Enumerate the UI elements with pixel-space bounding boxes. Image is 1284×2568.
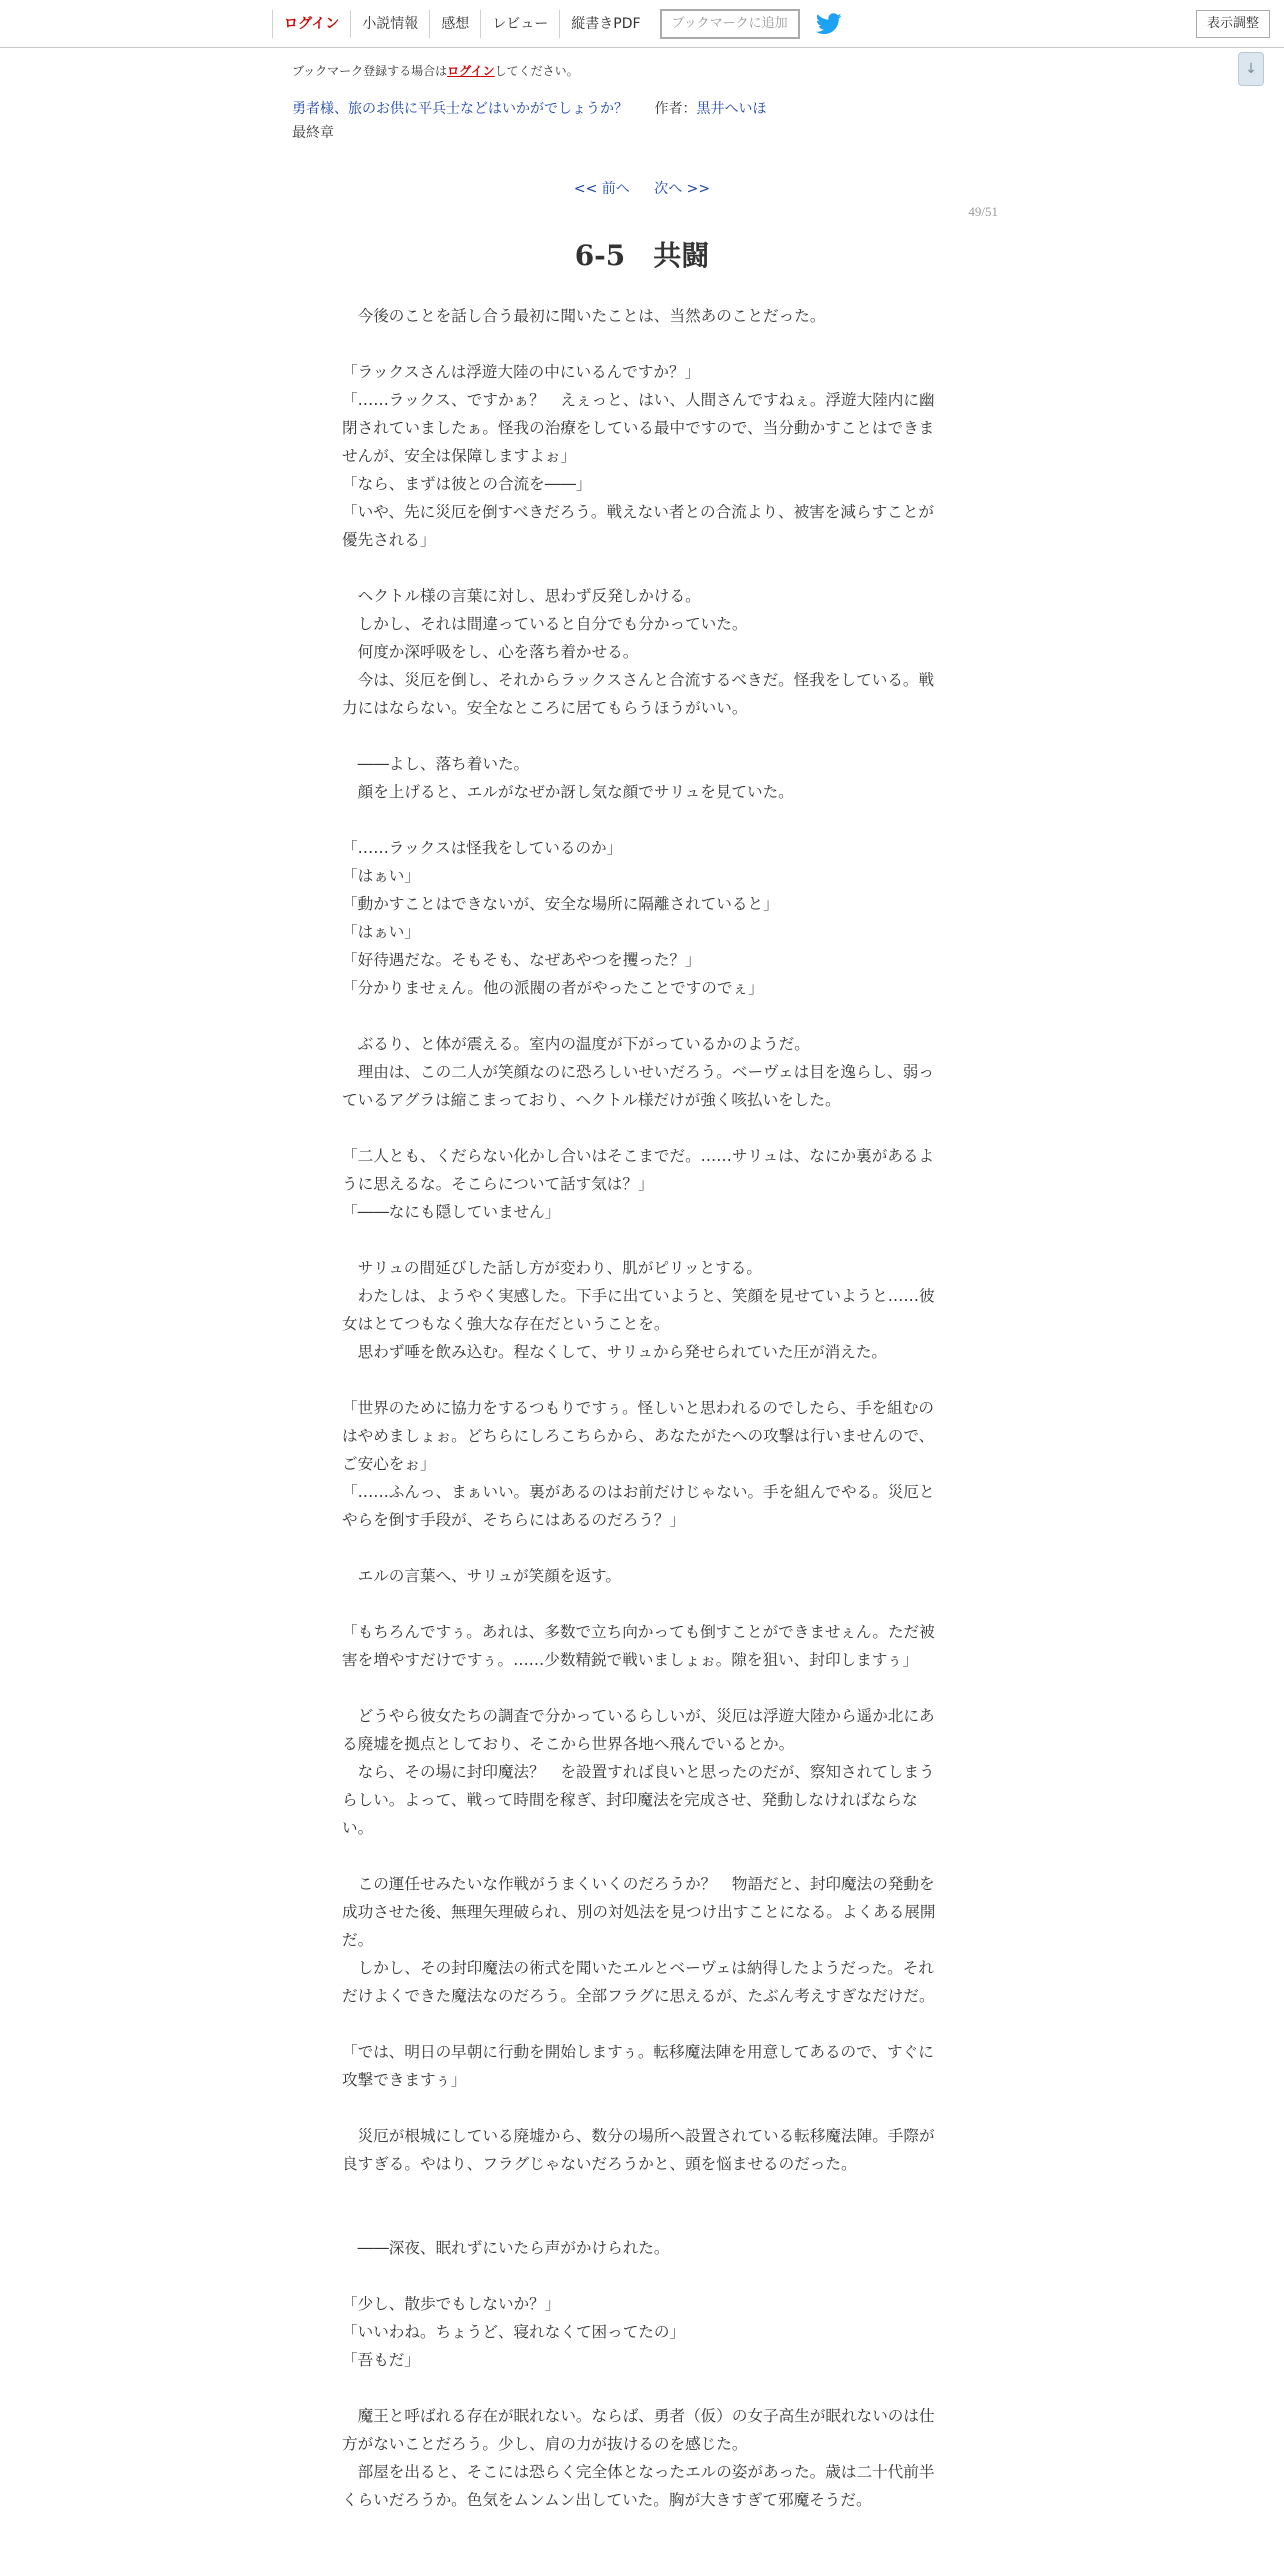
body-paragraph: どうやら彼女たちの調査で分かっているらしいが、災厄は浮遊大陸から遥か北にある廃墟を拠点としており、そこから世界各地へ飛んでいるとか。 <box>342 1707 935 1753</box>
body-paragraph: 「はぁい」 <box>342 923 420 941</box>
blank-line <box>342 2094 936 2122</box>
body-paragraph: 今後のことを話し合う最初に聞いたことは、当然あのことだった。 <box>342 307 826 325</box>
body-paragraph: 魔王と呼ばれる存在が眠れない。ならば、勇者（仮）の女子高生が眠れないのは仕方がないことだろう。少し、肩の力が抜けるのを感じた。 <box>342 2407 935 2453</box>
twitter-icon[interactable] <box>816 13 842 35</box>
blank-line <box>342 1114 936 1142</box>
blank-line <box>342 1674 936 1702</box>
body-paragraph: 「――なにも隠していません」 <box>342 1203 561 1221</box>
blank-line <box>342 554 936 582</box>
header-nav <box>272 6 842 42</box>
body-paragraph: この運任せみたいな作戦がうまくいくのだろうか？ 物語だと、封印魔法の発動を成功させた後、無理矢理破られ、別の対処法を見つけ出すことになる。よくある展開だ。 <box>342 1875 936 1949</box>
notice-before: ブックマーク登録する場合は <box>292 64 448 78</box>
nav-impressions[interactable]: 感想 <box>429 10 480 38</box>
body-paragraph: ぶるり、と体が震える。室内の温度が下がっているかのようだ。 <box>342 1035 810 1053</box>
blank-line <box>342 2206 936 2234</box>
body-paragraph: 顔を上げると、エルがなぜか訝し気な顔でサリュを見ていた。 <box>342 783 794 801</box>
body-paragraph: 「世界のために協力をするつもりですぅ。怪しいと思われるのでしたら、手を組むのはやめましょぉ。どちらにしろこちらから、あなたがたへの攻撃は行いませんので、ご安心をぉ」 <box>342 1399 935 1473</box>
body-paragraph: エルの言葉へ、サリュが笑顔を返す。 <box>342 1567 621 1585</box>
blank-line <box>342 2262 936 2290</box>
nav-review[interactable]: レビュー <box>480 10 559 38</box>
blank-line <box>342 330 936 358</box>
blank-line <box>342 1534 936 1562</box>
bookmark-notice <box>292 62 579 79</box>
body-paragraph: しかし、その封印魔法の術式を聞いたエルとベーヴェは納得したようだった。それだけよくできた魔法なのだろう。全部フラグに思えるが、たぶん考えすぎなだけだ。 <box>342 1959 935 2005</box>
nav-novel-info[interactable]: 小説情報 <box>350 10 429 38</box>
next-link[interactable]: 次へ >> <box>654 181 711 197</box>
body-paragraph: 「好待遇だな。そもそも、なぜあやつを攫った？」 <box>342 951 701 969</box>
body-paragraph: サリュの間延びした話し方が変わり、肌がピリッとする。 <box>342 1259 762 1277</box>
prev-link[interactable]: << 前へ <box>573 181 630 197</box>
body-paragraph: しかし、それは間違っていると自分でも分かっていた。 <box>342 615 748 633</box>
body-paragraph: 今は、災厄を倒し、それからラックスさんと合流するべきだ。怪我をしている。戦力にはならない。安全なところに居てもらうほうがいい。 <box>342 671 935 717</box>
body-paragraph: 「いや、先に災厄を倒すべきだろう。戦えない者との合流より、被害を減らすことが優先される」 <box>342 503 934 549</box>
display-settings-button[interactable]: 表示調整 <box>1196 10 1270 38</box>
body-paragraph: 何度か深呼吸をし、心を落ち着かせる。 <box>342 643 639 661</box>
nav-vertical-pdf[interactable]: 縦書きPDF <box>559 10 651 38</box>
blank-line <box>342 1366 936 1394</box>
scroll-down-button[interactable]: ↓ <box>1238 52 1264 86</box>
body-paragraph: ――よし、落ち着いた。 <box>342 755 530 773</box>
body-paragraph: ヘクトル様の言葉に対し、思わず反発しかける。 <box>342 587 701 605</box>
blank-line <box>342 1226 936 1254</box>
blank-line <box>342 806 936 834</box>
body-paragraph: 部屋を出ると、そこには恐らく完全体となったエルの姿があった。歳は二十代前半くらいだろうか。色気をムンムン出していた。胸が大きすぎて邪魔そうだ。 <box>342 2463 935 2509</box>
body-paragraph: 「はぁい」 <box>342 867 420 885</box>
notice-login-link[interactable]: ログイン <box>447 64 495 78</box>
blank-line <box>342 1842 936 1870</box>
episode-title: 6-5 共闘 <box>574 239 710 272</box>
body-paragraph: 思わず唾を飲み込む。程なくして、サリュから発せられていた圧が消えた。 <box>342 1343 888 1361</box>
body-paragraph: 「少し、散歩でもしないか？」 <box>342 2295 561 2313</box>
body-paragraph: 「吾もだ」 <box>342 2351 420 2369</box>
pager <box>0 178 1284 198</box>
body-paragraph: 「動かすことはできないが、安全な場所に隔離されていると」 <box>342 895 779 913</box>
body-paragraph: 理由は、この二人が笑顔なのに恐ろしいせいだろう。ベーヴェは目を逸らし、弱っているアグラは縮こまっており、ヘクトル様だけが強く咳払いをした。 <box>342 1063 934 1109</box>
author-label: 作者： <box>654 101 697 117</box>
body-paragraph: 「……ラックスは怪我をしているのか」 <box>342 839 623 857</box>
body-paragraph: 「二人とも、くだらない化かし合いはそこまでだ。……サリュは、なにか裏があるように思えるな。そこらについて話す気は？」 <box>342 1147 935 1193</box>
body-paragraph: わたしは、ようやく実感した。下手に出ていようと、笑顔を見せていようと……彼女はとてつもなく強大な存在だということを。 <box>342 1287 935 1333</box>
body-paragraph: 「もちろんですぅ。あれは、多数で立ち向かっても倒すことができませぇん。ただ被害を増やすだけですぅ。……少数精鋭で戦いましょぉ。隙を狙い、封印しますぅ」 <box>342 1623 935 1669</box>
body-paragraph: 「分かりませぇん。他の派閥の者がやったことですのでぇ」 <box>342 979 764 997</box>
blank-line <box>342 2374 936 2402</box>
site-header <box>0 0 1284 48</box>
body-paragraph: 災厄が根城にしている廃墟から、数分の場所へ設置されている転移魔法陣。手際が良すぎる。やはり、フラグじゃないだろうかと、頭を悩ませるのだった。 <box>342 2127 935 2173</box>
novel-title-link[interactable]: 勇者様、旅のお供に平兵士などはいかがでしょうか？ <box>292 101 628 117</box>
body-paragraph: 「いいわね。ちょうど、寝れなくて困ってたの」 <box>342 2323 686 2341</box>
body-paragraph: なら、その場に封印魔法？ を設置すれば良いと思ったのだが、察知されてしまうらしい。よって、戦って時間を稼ぎ、封印魔法を完成させ、発動しなければならない。 <box>342 1763 935 1837</box>
author-link[interactable]: 黒井へいほ <box>696 101 767 117</box>
body-paragraph: 「なら、まずは彼との合流を――」 <box>342 475 592 493</box>
blank-line <box>342 722 936 750</box>
body-paragraph: ――深夜、眠れずにいたら声がかけられた。 <box>342 2239 670 2257</box>
body-paragraph: 「……ふんっ、まぁいい。裏があるのはお前だけじゃない。手を組んでやる。災厄とやらを倒す手段が、そちらにはあるのだろう？」 <box>342 1483 935 1529</box>
nav-login[interactable]: ログイン <box>272 10 350 38</box>
page-count: 49/51 <box>968 204 998 219</box>
add-bookmark-button[interactable]: ブックマークに追加 <box>660 9 800 39</box>
body-paragraph: 「では、明日の早朝に行動を開始しますぅ。転移魔法陣を用意してあるので、すぐに攻撃できますぅ」 <box>342 2043 934 2089</box>
blank-line <box>342 1002 936 1030</box>
body-paragraph: 「……ラックス、ですかぁ？ えぇっと、はい、人間さんですねぇ。浮遊大陸内に幽閉されていましたぁ。怪我の治療をしている最中ですので、当分動かすことはできませんが、安全は保障しますよぉ」 <box>342 391 935 465</box>
body-paragraph: 「ラックスさんは浮遊大陸の中にいるんですか？」 <box>342 363 701 381</box>
blank-line <box>342 2178 936 2206</box>
blank-line <box>342 1590 936 1618</box>
blank-line <box>342 2010 936 2038</box>
chapter-label: 最終章 <box>292 125 334 141</box>
novel-info-line <box>292 98 766 118</box>
novel-body <box>342 302 936 2514</box>
notice-after: してください。 <box>494 64 579 78</box>
